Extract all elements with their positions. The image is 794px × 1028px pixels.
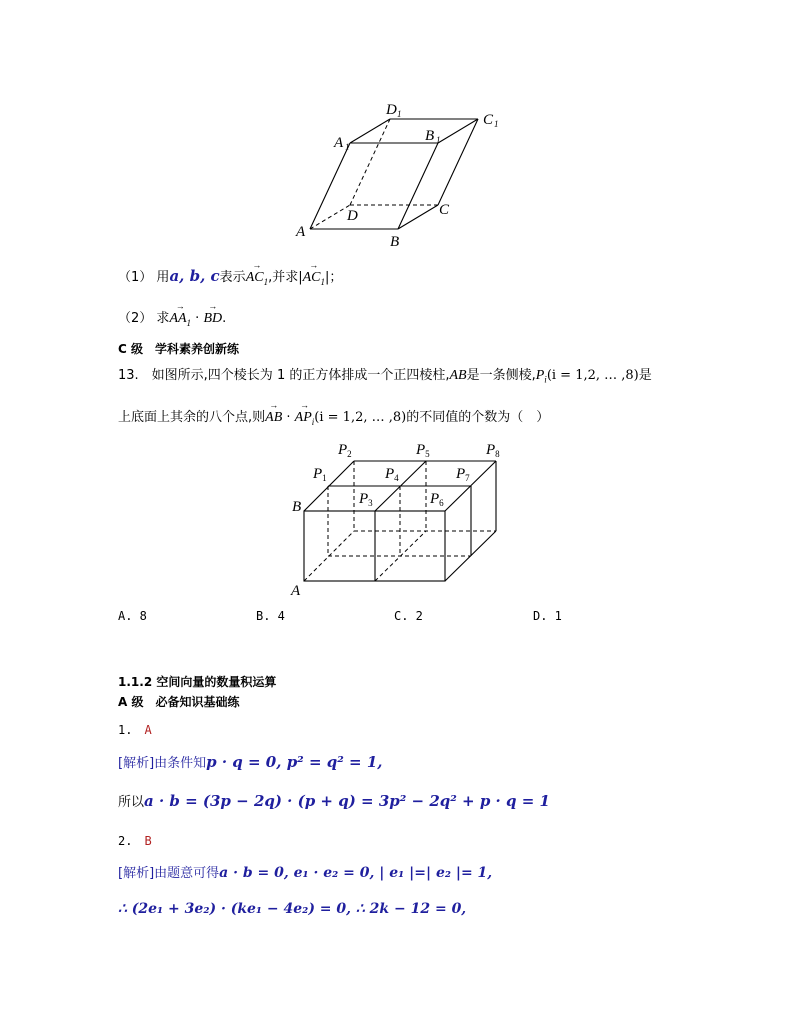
figure-parallelepiped <box>290 96 520 256</box>
part1-text1: 用 <box>156 270 170 285</box>
part1-text2: 表示 <box>219 270 246 285</box>
section-a-title: A 级 必备知识基础练 <box>118 695 240 709</box>
ans2-header: 2. B <box>118 834 152 848</box>
label-B1: B <box>425 128 435 144</box>
ans2-choice: B <box>144 834 152 848</box>
label-P8: $P_8$ <box>486 442 500 459</box>
label-D1: D <box>386 102 397 118</box>
ans1-line1: [解析]由条件知p · q = 0, p² = q² = 1, <box>118 753 383 771</box>
ans2-line1: [解析]由题意可得a · b = 0, e₁ · e₂ = 0, | e₁ |=| e₂ |= 1, <box>118 865 493 881</box>
q13-line1: 13. 如图所示,四个棱长为 1 的正方体排成一个正四棱柱,AB是一条侧棱$,P_i(i = 1,2$, … ,8)是 <box>118 368 652 385</box>
part1-text4: |； <box>324 270 343 285</box>
option-a[interactable]: A. 8 <box>118 609 147 623</box>
option-c[interactable]: C. 2 <box>394 609 423 623</box>
part2-vec-aa1: → $AA_1$ <box>169 311 191 328</box>
part2-end: . <box>222 311 227 326</box>
part2-dot: · <box>191 311 204 326</box>
q12-part2 <box>118 307 226 328</box>
part2-vec-bd: → BD <box>203 311 222 327</box>
section-c-title: C 级 学科素养创新练 <box>118 342 239 356</box>
label-B: B <box>292 499 302 515</box>
label-D: D <box>347 208 358 224</box>
ans2-line2: ∴ (2e₁ + 3e₂) · (ke₁ − 4e₂) = 0, ∴ 2k − 12 = 0, <box>118 901 467 917</box>
label-P7: $P_7$ <box>456 466 470 483</box>
label-A1: A <box>334 135 344 151</box>
label-C: C <box>439 202 450 218</box>
part2-text1: 求 <box>156 311 170 326</box>
figure-prism <box>288 436 518 601</box>
part1-text3: ,并求| <box>268 270 303 285</box>
part1-vec-ac1-abs: → $AC_1$ <box>303 270 325 287</box>
option-b[interactable]: B. 4 <box>256 609 285 623</box>
label-A: A <box>291 583 301 599</box>
label-P4: $P_4$ <box>385 466 399 483</box>
label-A: A <box>296 224 306 240</box>
label-B1-sub: 1 <box>436 135 441 145</box>
section-112-title: 1.1.2 空间向量的数量积运算 <box>118 675 277 689</box>
q13-line2: 上底面上其余的八个点,则→ AB · → $AP_i(i = 1,2$, … ,8)的不同值的个数为（ ） <box>118 406 549 427</box>
label-P1: $P_1$ <box>313 466 327 483</box>
part1-abc: a, b, c <box>169 267 220 285</box>
part1-vec-ac1: → $AC_1$ <box>246 270 268 287</box>
ans1-header: 1. A <box>118 723 152 737</box>
label-P2: $P_2$ <box>338 442 352 459</box>
label-P3: $P_3$ <box>359 491 373 508</box>
q12-part1 <box>118 266 342 287</box>
label-P6: $P_6$ <box>430 491 444 508</box>
part2-prefix: （2） <box>118 311 153 326</box>
label-B: B <box>390 234 400 250</box>
ans1-choice: A <box>144 723 152 737</box>
label-C1: C <box>483 112 494 128</box>
label-P5: $P_5$ <box>416 442 430 459</box>
ans1-line2: 所以a · b = (3p − 2q) · (p + q) = 3p² − 2q² + p · q = 1 <box>118 792 550 810</box>
option-d[interactable]: D. 1 <box>533 609 562 623</box>
label-A1-sub: 1 <box>345 142 350 152</box>
label-C1-sub: 1 <box>494 119 499 129</box>
part1-prefix: （1） <box>118 270 153 285</box>
label-D1-sub: 1 <box>397 109 402 119</box>
